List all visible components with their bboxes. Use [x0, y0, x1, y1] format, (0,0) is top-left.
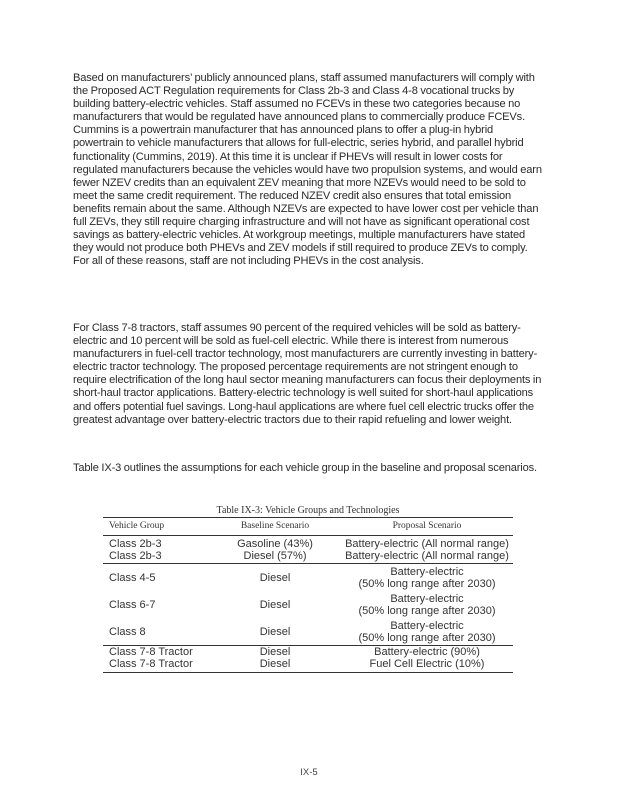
- table-caption: Table IX-3: Vehicle Groups and Technologies: [216, 505, 400, 516]
- header-proposal-scenario: Proposal Scenario: [335, 518, 513, 536]
- cell-proposal: Battery-electric (50% long range after 2030): [358, 592, 496, 617]
- cell-baseline: Diesel: [259, 571, 291, 584]
- page-number: IX-5: [300, 767, 318, 778]
- table-row: [103, 535, 513, 550]
- table-row: [103, 591, 513, 618]
- cell-proposal: Battery-electric (50% long range after 2030): [335, 618, 513, 646]
- table-row: [103, 618, 513, 646]
- table-row: [103, 645, 513, 658]
- vehicle-groups-table: [103, 517, 513, 673]
- cell-baseline: Diesel (57%): [209, 550, 335, 563]
- cell-baseline: Diesel: [259, 645, 291, 658]
- cell-baseline: Diesel: [209, 618, 335, 646]
- cell-proposal: Battery-electric (All normal range): [345, 537, 509, 550]
- paragraph-manufacturer-plans: Based on manufacturers’ publicly announced plans, staff assumed manufacturers will comply with the Proposed ACT Regulation requirements for Class 2b-3 and Class 4-8 vocational trucks by building battery-electric vehicles. Staff assumed no FCEVs in these two categories because no manufacturers that would be regulated have announced plans to commercially produce FCEVs. Cummins is a powertrain manufacturer that has announced plans to offer a plug-in hybrid powertrain to vehicle manufacturers that allows for full-electric, series hybrid, and parallel hybrid functionality (Cummins, 2019). At this time it is unclear if PHEVs will result in lower costs for regulated manufacturers because the vehicles would have two propulsion systems, and would earn fewer NZEV credits than an equivalent ZEV meaning that more NZEVs would need to be sold to meet the same credit requirement. The reduced NZEV credit also ensures that total emission benefits remain about the same. Although NZEVs are expected to have lower cost per vehicle than full ZEVs, they still require charging infrastructure and will not have as significant operational cost savings as battery-electric vehicles. At workgroup meetings, multiple manufacturers have stated they would not produce both PHEVs and ZEV models if still required to produce ZEVs to comply. For all of these reasons, staff are not including PHEVs in the cost analysis.: [73, 72, 542, 268]
- paragraph-tractor-assumptions: For Class 7-8 tractors, staff assumes 90 percent of the required vehicles will be sold as battery-electric and 10 percent will be sold as fuel-cell electric. While there is interest from numerous manufacturers in fuel-cell tractor technology, most manufacturers are currently investing in battery-electric tractor technology. The proposed percentage requirements are not stringent enough to require electrification of the long haul sector meaning manufacturers can focus their deployments in short-haul tractor applications. Battery-electric technology is well suited for short-haul applications and offers potential fuel savings. Long-haul applications are where fuel cell electric trucks offer the greatest advantage over battery-electric tractors due to their rapid refueling and lower weight.: [73, 322, 542, 426]
- cell-vehicle-group: Class 8: [103, 618, 209, 646]
- cell-vehicle-group: Class 7-8 Tractor: [103, 658, 209, 672]
- table-row: [103, 550, 513, 563]
- cell-vehicle-group: Class 2b-3: [109, 537, 162, 550]
- header-baseline-scenario: Baseline Scenario: [209, 518, 335, 536]
- cell-proposal: Battery-electric (All normal range): [335, 550, 513, 563]
- cell-baseline: Diesel: [259, 598, 291, 611]
- cell-vehicle-group: Class 7-8 Tractor: [109, 645, 193, 658]
- paragraph-table-intro: Table IX-3 outlines the assumptions for each vehicle group in the baseline and proposal scenarios.: [73, 462, 537, 474]
- cell-vehicle-group: Class 6-7: [109, 598, 156, 611]
- table-row: [103, 563, 513, 591]
- cell-proposal: Battery-electric (50% long range after 2030): [358, 565, 496, 590]
- cell-vehicle-group: Class 4-5: [109, 571, 156, 584]
- cell-proposal: Battery-electric (90%): [374, 645, 480, 658]
- header-vehicle-group: Vehicle Group: [103, 518, 209, 536]
- table-row: [103, 658, 513, 672]
- cell-proposal: Fuel Cell Electric (10%): [335, 658, 513, 672]
- cell-vehicle-group: Class 2b-3: [103, 550, 209, 563]
- cell-baseline: Diesel: [209, 658, 335, 672]
- cell-baseline: Gasoline (43%): [237, 537, 313, 550]
